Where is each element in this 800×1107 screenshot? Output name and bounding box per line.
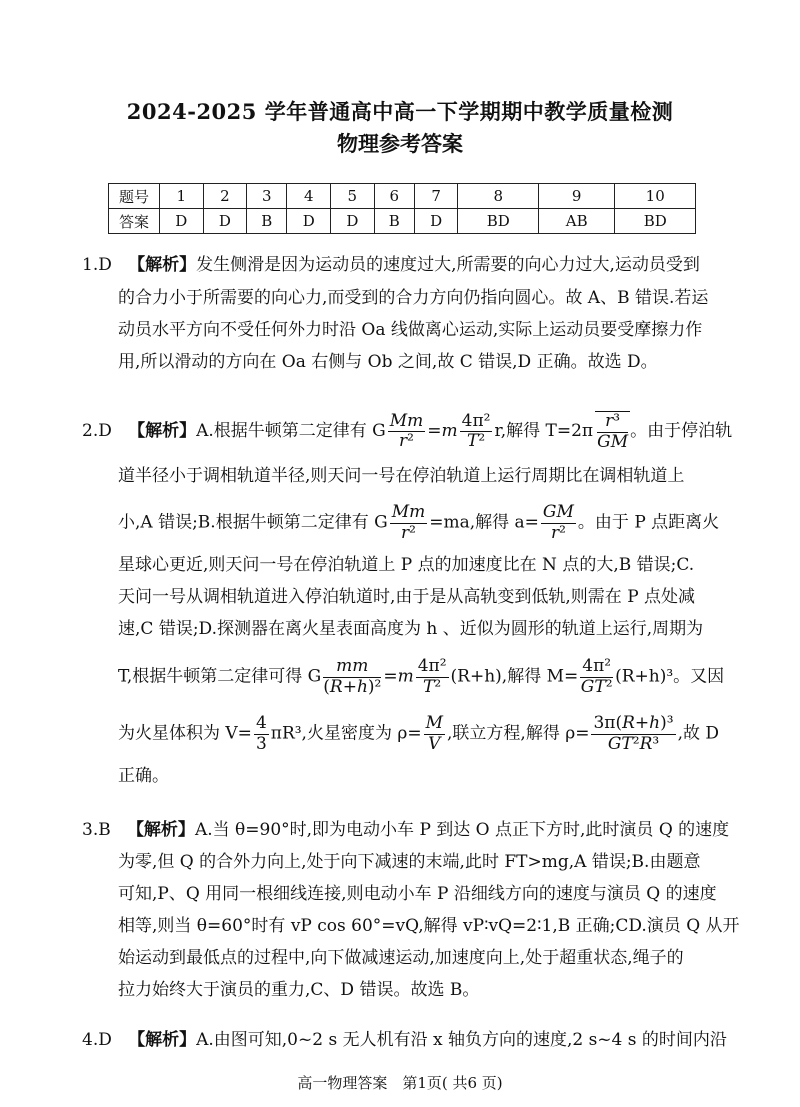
question-2-line-2: 道半径小于调相轨道半径,则天问一号在停泊轨道上运行周期比在调相轨道上 (118, 466, 685, 486)
question-3-line-6: 拉力始终大于演员的重力,C、D 错误。故选 B。 (118, 980, 480, 1000)
solution-text: r,解得 T=2π (494, 421, 594, 442)
answer-table-row1-label: 题号 (109, 184, 160, 209)
question-1-line-1 (82, 257, 700, 274)
answer-table-number: 6 (374, 184, 414, 209)
formula-fraction: $\frac{\text{4π²}}{\text{T²}}$ (417, 656, 447, 697)
solution-text: 。由于 P 点距离火 (577, 512, 720, 533)
answer-table-answer: D (287, 209, 331, 234)
question-2-line-6: 速,C 错误;D.探测器在离火星表面高度为 h 、近似为圆形的轨道上运行,周期为 (118, 619, 704, 639)
formula-fraction: $\frac{4}{3}$ (255, 713, 267, 754)
formula-fraction: $\frac{\text{4π²}}{\text{T²}}$ (461, 410, 491, 452)
question-2-line-3 (118, 503, 719, 543)
solution-text: πR³,火星密度为 ρ= (270, 723, 422, 744)
answer-table-number: 2 (203, 184, 247, 209)
formula-fraction: $\frac{M}{V}$ (425, 713, 444, 754)
analysis-tag: 【解析】 (128, 1030, 197, 1050)
question-number: 2.D (82, 421, 112, 442)
solution-text: ,联立方程,解得 ρ= (447, 723, 590, 744)
answer-table-number: 5 (331, 184, 375, 209)
answer-table-number: 4 (287, 184, 331, 209)
solution-text: A.当 θ=90°时,即为电动小车 P 到达 O 点正下方时,此时演员 Q 的速度 (194, 820, 730, 840)
solution-text: T,根据牛顿第二定律可得 G (118, 666, 322, 687)
solution-text: (R+h)³。又因 (615, 666, 725, 687)
question-2-line-8 (118, 714, 719, 754)
question-2-line-1: 2.D 【解析】A.根据牛顿第二定律有 G $\frac{Mm}{\text{r²}}$ =m $\frac{\text{4π²}}{\text{T²}}$ r,解得 T=2π $\frac{\text{r³}}{GM}$ 。由于停泊轨 (82, 410, 733, 452)
question-number: 4.D (82, 1030, 112, 1050)
solution-text: (R+h),解得 M= (450, 666, 579, 687)
page-title: 2024-2025 学年普通高中高一下学期期中教学质量检测 (126, 99, 674, 124)
question-3-line-2: 为零,但 Q 的合外力向上,处于向下减速的末端,此时 FT>mg,A 错误;B.由题意 (118, 852, 701, 872)
formula-fraction: $\frac{Mm}{\text{r²}}$ (389, 410, 424, 452)
answer-table-number: 8 (458, 184, 539, 209)
answer-table-answer: B (374, 209, 414, 234)
question-4-line-1 (82, 1032, 727, 1049)
question-3-line-3: 可知,P、Q 用同一根细线连接,则电动小车 P 沿细线方向的速度与演员 Q 的速度 (118, 884, 717, 904)
solution-text: =ma,解得 a= (429, 512, 539, 533)
analysis-tag: 【解析】 (128, 421, 197, 442)
question-2-line-5: 天问一号从调相轨道进入停泊轨道时,由于是从高轨变到低轨,则需在 P 点处减 (118, 587, 696, 607)
answer-table-answer: BD (458, 209, 539, 234)
question-2-line-9: 正确。 (118, 766, 169, 786)
solution-text: 小,A 错误;B.根据牛顿第二定律有 G (118, 512, 388, 533)
question-1-line-4: 用,所以滑动的方向在 Oa 右侧与 Ob 之间,故 C 错误,D 正确。故选 D。 (118, 352, 658, 372)
formula-fraction: $\frac{\text{3π(R+h)³}}{\text{GT²R³}}$ (593, 713, 674, 754)
formula-sqrt: $\frac{\text{r³}}{GM}$ (597, 411, 629, 452)
answer-table-answer: AB (538, 209, 614, 234)
answer-table-answer: B (247, 209, 287, 234)
question-2-line-7: T,根据牛顿第二定律可得 G $\frac{mm}{\text{(R+h)²}}$ =m $\frac{\text{4π²}}{\text{T²}}$ (R+h),解得 M= $\frac{\text{4π²}}{\text{GT²}}$ (R+h)³。又因 (118, 656, 725, 697)
formula-fraction: $\frac{\text{4π²}}{\text{GT²}}$ (580, 656, 613, 697)
answer-table-number: 1 (160, 184, 204, 209)
page-subtitle: 物理参考答案 (337, 131, 463, 156)
question-number: 1.D (82, 255, 112, 275)
analysis-tag: 【解析】 (126, 820, 195, 840)
answer-table-row2-label: 答案 (109, 209, 160, 234)
solution-text: A.根据牛顿第二定律有 G (196, 421, 386, 442)
answer-table-number: 7 (414, 184, 458, 209)
answer-table-answer: D (414, 209, 458, 234)
analysis-tag: 【解析】 (128, 255, 197, 275)
solution-text: ,故 D (677, 723, 720, 744)
question-3-line-4: 相等,则当 θ=60°时有 vP cos 60°=vQ,解得 vP∶vQ=2∶1,B 正确;CD.演员 Q 从开 (118, 916, 740, 936)
answer-table-answer: D (331, 209, 375, 234)
question-3-line-1 (82, 822, 729, 839)
question-1-line-3: 动员水平方向不受任何外力时沿 Oa 线做离心运动,实际上运动员要受摩擦力作 (118, 320, 703, 340)
answer-table-answer-row (109, 209, 696, 234)
question-1-line-2: 的合力小于所需要的向心力,而受到的合力方向仍指向圆心。故 A、B 错误.若运 (118, 288, 709, 308)
solution-text: 发生侧滑是因为运动员的速度过大,所需要的向心力过大,运动员受到 (196, 255, 700, 275)
solution-text: A.由图可知,0~2 s 无人机有沿 x 轴负方向的速度,2 s~4 s 的时间内沿 (196, 1030, 727, 1050)
answer-table (108, 183, 696, 234)
answer-table-answer: D (160, 209, 204, 234)
question-number: 3.B (82, 820, 111, 840)
question-2-line-4: 星球心更近,则天问一号在停泊轨道上 P 点的加速度比在 N 点的大,B 错误;C. (118, 555, 695, 575)
answer-table-answer: D (203, 209, 247, 234)
solution-text: 。由于停泊轨 (630, 421, 733, 442)
answer-table-number: 9 (538, 184, 614, 209)
formula-fraction: $\frac{mm}{\text{(R+h)²}}$ (323, 656, 382, 697)
question-3-line-5: 始运动到最低点的过程中,向下做减速运动,加速度向上,处于超重状态,绳子的 (118, 948, 684, 968)
answer-table-answer: BD (615, 209, 696, 234)
page-footer: 高一物理答案 第1页( 共6 页) (297, 1074, 503, 1092)
answer-table-number-row (109, 184, 696, 209)
solution-text: 为火星体积为 V= (118, 723, 252, 744)
answer-table-number: 3 (247, 184, 287, 209)
formula-fraction: $\frac{Mm}{\text{r²}}$ (391, 502, 426, 543)
formula-fraction: $\frac{GM}{\text{r²}}$ (542, 502, 574, 543)
answer-table-number: 10 (615, 184, 696, 209)
